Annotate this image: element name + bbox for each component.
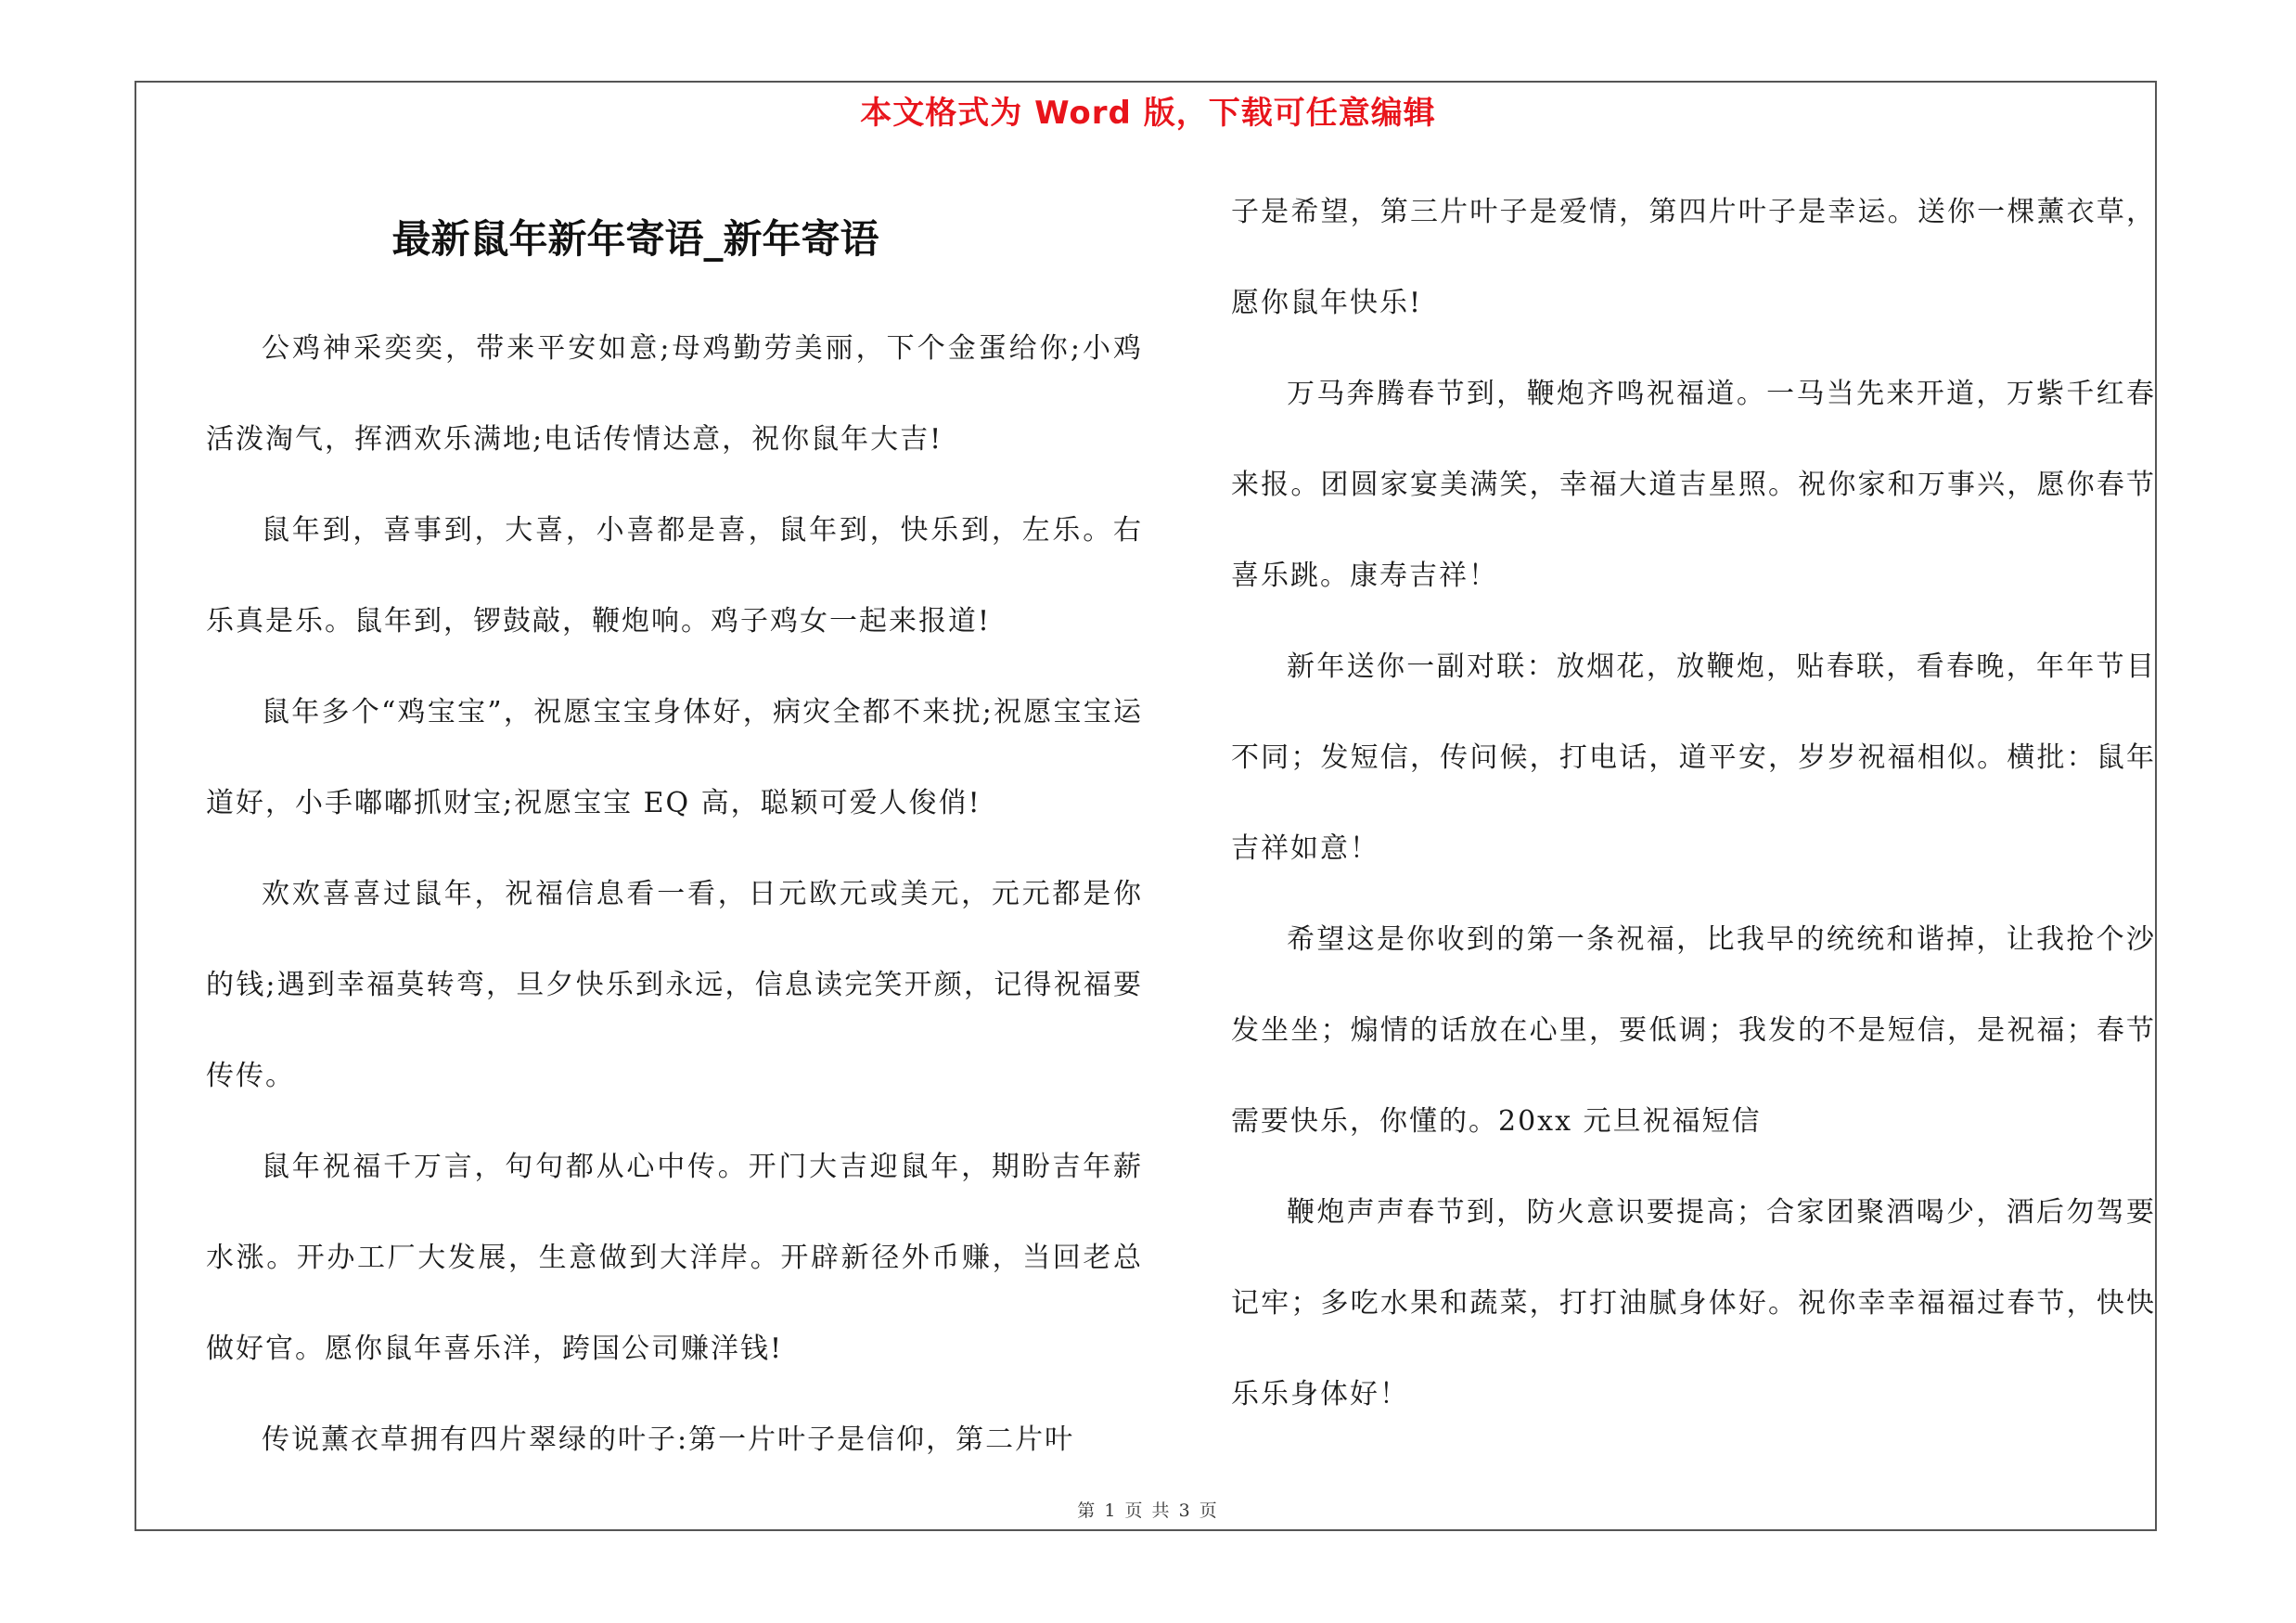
current-page-number: 1 bbox=[1104, 1501, 1118, 1521]
paragraph: 鼠年到，喜事到，大喜，小喜都是喜，鼠年到，快乐到，左乐。右乐真是乐。鼠年到，锣鼓敲，鞭炮响。鸡子鸡女一起来报道! bbox=[206, 514, 1143, 638]
footer-middle: 页 共 bbox=[1124, 1501, 1172, 1521]
paragraph-continuation: 子是希望，第三片叶子是爱情，第四片叶子是幸运。送你一棵薰衣草，愿你鼠年快乐! bbox=[1231, 196, 2156, 319]
paragraph: 鼠年祝福千万言，句句都从心中传。开门大吉迎鼠年，期盼吉年薪水涨。开办工厂大发展，生意做到大洋岸。开辟新径外币赚，当回老总做好官。愿你鼠年喜乐洋，跨国公司赚洋钱! bbox=[206, 1151, 1143, 1365]
paragraph: 公鸡神采奕奕，带来平安如意;母鸡勤劳美丽，下个金蛋给你;小鸡活泼淘气，挥洒欢乐满地;电话传情达意，祝你鼠年大吉! bbox=[206, 332, 1143, 456]
format-banner: 本文格式为 Word 版，下载可任意编辑 bbox=[860, 95, 1436, 132]
paragraph: 欢欢喜喜过鼠年，祝福信息看一看，日元欧元或美元，元元都是你的钱;遇到幸福莫转弯，旦夕快乐到永远，信息读完笑开颜，记得祝福要传传。 bbox=[206, 878, 1143, 1092]
paragraph: 新年送你一副对联：放烟花，放鞭炮，贴春联，看春晚，年年节目不同；发短信，传问候，打电话，道平安，岁岁祝福相似。横批：鼠年吉祥如意！ bbox=[1231, 650, 2156, 865]
left-column bbox=[206, 303, 1143, 1486]
footer-prefix: 第 bbox=[1077, 1501, 1097, 1521]
right-column bbox=[1231, 167, 2156, 1440]
document-title: 最新鼠年新年寄语_新年寄语 bbox=[391, 216, 879, 262]
paragraph: 万马奔腾春节到，鞭炮齐鸣祝福道。一马当先来开道，万紫千红春来报。团圆家宴美满笑，幸福大道吉星照。祝你家和万事兴，愿你春节喜乐跳。康寿吉祥！ bbox=[1231, 378, 2156, 592]
paragraph: 鞭炮声声春节到，防火意识要提高；合家团聚酒喝少，酒后勿驾要记牢；多吃水果和蔬菜，打打油腻身体好。祝你幸幸福福过春节，快快乐乐身体好！ bbox=[1231, 1196, 2156, 1410]
paragraph: 鼠年多个“鸡宝宝”，祝愿宝宝身体好，病灾全都不来扰;祝愿宝宝运道好，小手嘟嘟抓财宝;祝愿宝宝 EQ 高，聪颖可爱人俊俏! bbox=[206, 696, 1143, 819]
page-number-footer bbox=[0, 1497, 2296, 1522]
paragraph: 希望这是你收到的第一条祝福，比我早的统统和谐掉，让我抢个沙发坐坐；煽情的话放在心里，要低调；我发的不是短信，是祝福；春节需要快乐，你懂的。20xx 元旦祝福短信 bbox=[1231, 923, 2156, 1138]
paragraph: 传说薰衣草拥有四片翠绿的叶子:第一片叶子是信仰，第二片叶 bbox=[262, 1423, 1075, 1456]
total-page-count: 3 bbox=[1178, 1501, 1192, 1521]
footer-suffix: 页 bbox=[1199, 1501, 1219, 1521]
